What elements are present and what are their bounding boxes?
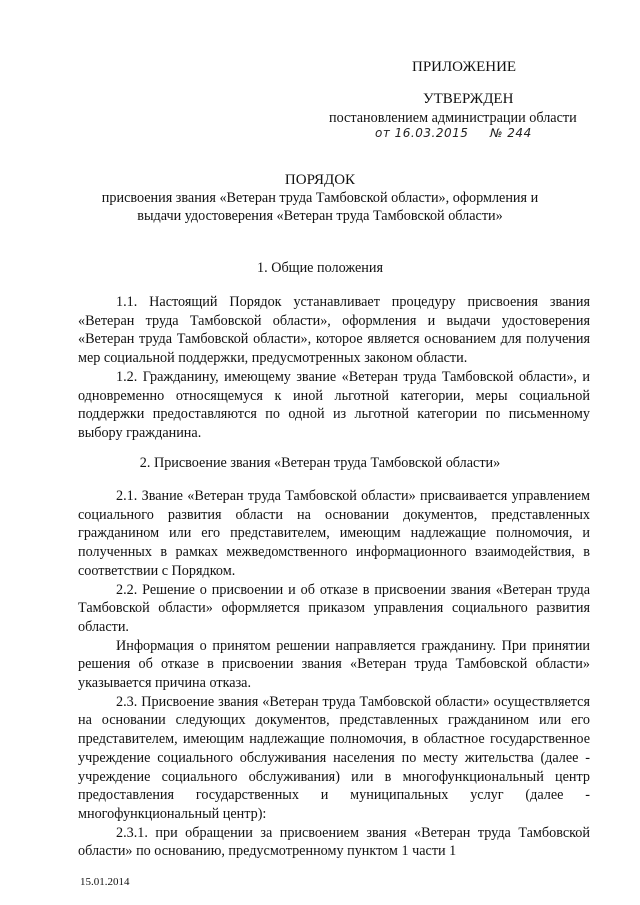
document-subtitle-line-1: присвоения звания «Ветеран труда Тамбовской области», оформления и — [101, 190, 539, 206]
handwritten-number: № 244 — [490, 126, 532, 140]
section-1-body — [78, 293, 590, 443]
footer-date: 15.01.2014 — [80, 876, 130, 888]
appendix-label: ПРИЛОЖЕНИЕ — [412, 59, 517, 75]
section-1-heading: 1. Общие положения — [257, 260, 383, 276]
paragraph-1-1: 1.1. Настоящий Порядок устанавливает процедуру присвоения звания «Ветеран труда Тамбовской области», оформления и выдачи удостоверения «Ветеран труда Тамбовской области», которое является основанием для получения мер социальной поддержки, предусмотренных законом области. — [78, 294, 590, 367]
paragraph-2-3-1: 2.3.1. при обращении за присвоением звания «Ветеран труда Тамбовской области» по основанию, предусмотренному пунктом 1 части 1 — [78, 824, 590, 860]
document-title: ПОРЯДОК — [284, 172, 356, 188]
paragraph-2-3: 2.3. Присвоение звания «Ветеран труда Тамбовской области» осуществляется на основании следующих документов, представленных гражданином или его представителем, имеющим надлежащие полномочия, в областное государственное учреждение социального обслуживания населения по месту жительства (далее - учреждение социального обслуживания) или в многофункциональный центр предоставления государственных и муниципальных услуг (далее - многофункциональный центр): — [78, 693, 590, 822]
paragraph-2-1: 2.1. Звание «Ветеран труда Тамбовской области» присваивается управлением социального развития области на основании документов, представленных гражданином или его представителем, имеющим надлежащие полномочия, и полученных в рамках межведомственного информационного взаимодействия, в соответствии с Порядком. — [78, 488, 590, 579]
handwritten-date: от 16.03.2015 — [375, 126, 469, 140]
approved-label: УТВЕРЖДЕН — [423, 91, 514, 107]
resolution-label: постановлением администрации области — [329, 110, 577, 126]
paragraph-1-2: 1.2. Гражданину, имеющему звание «Ветеран труда Тамбовской области», и одновременно относящемуся к иной льготной категории, меры социальной поддержки предоставляются по одной из льготной категории по письменному выбору гражданина. — [78, 368, 590, 441]
document-subtitle-line-2: выдачи удостоверения «Ветеран труда Тамбовской области» — [137, 208, 503, 224]
section-2-body — [78, 487, 590, 861]
paragraph-2-2: 2.2. Решение о присвоении и об отказе в присвоении звания «Ветеран труда Тамбовской области» оформляется приказом управления социального развития области. — [78, 581, 590, 635]
paragraph-2-2-info: Информация о принятом решении направляется гражданину. При принятии решения об отказе в присвоении звания «Ветеран труда Тамбовской области» указывается причина отказа. — [78, 637, 590, 692]
section-2-heading: 2. Присвоение звания «Ветеран труда Тамбовской области» — [139, 455, 501, 471]
